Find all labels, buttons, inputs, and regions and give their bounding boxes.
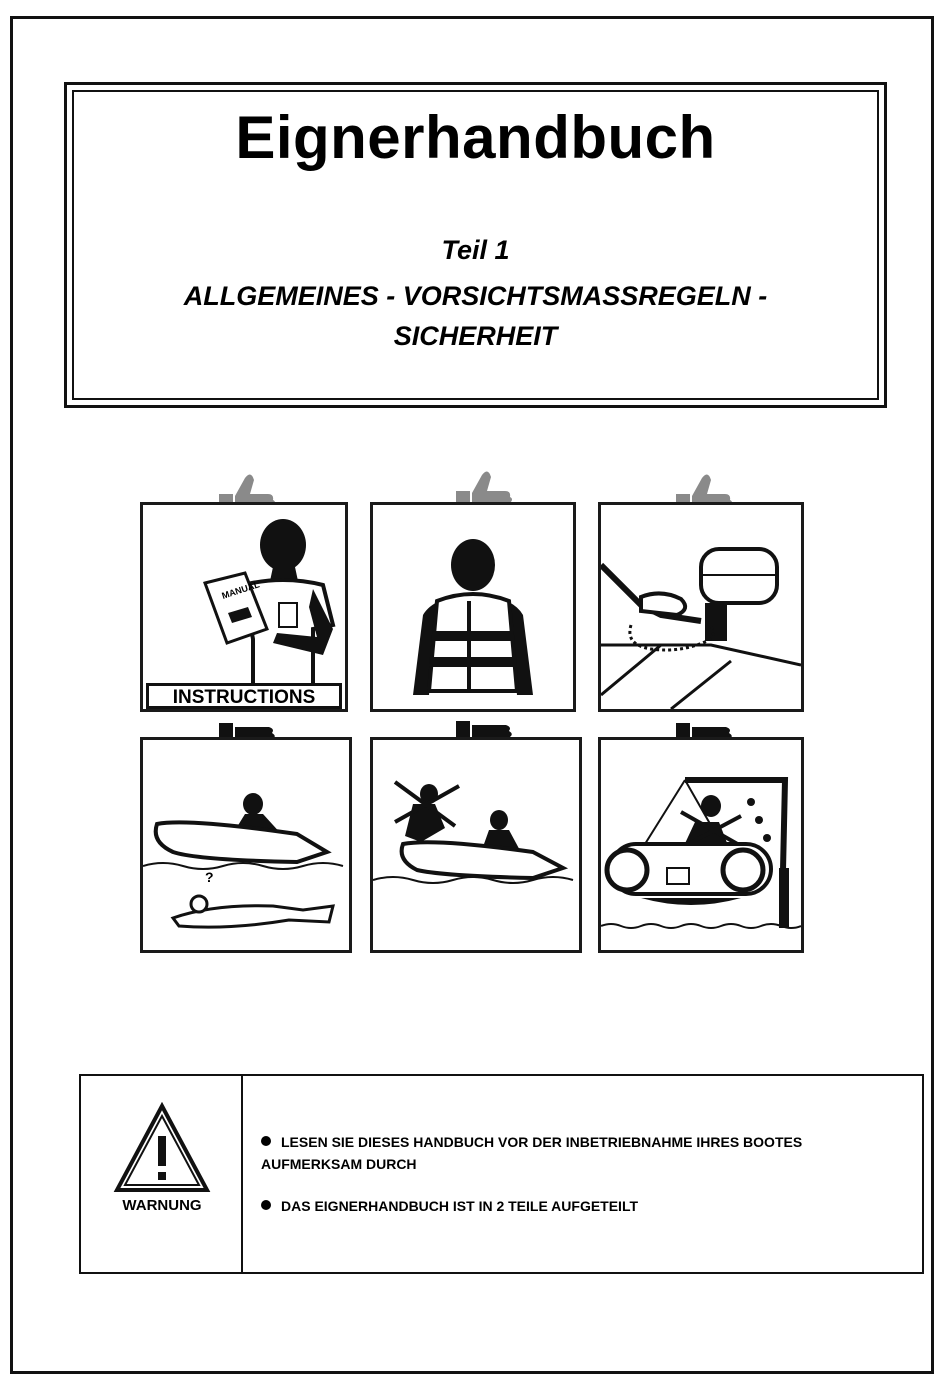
warning-box	[79, 1074, 924, 1274]
panel-read-instructions	[140, 502, 348, 712]
boat-diver-icon	[143, 740, 349, 950]
warning-item-2: DAS EIGNERHANDBUCH IST IN 2 TEILE AUFGETEILT	[261, 1195, 841, 1217]
panel-unsafe-seating	[370, 737, 582, 953]
instructions-label: INSTRUCTIONS	[172, 687, 316, 708]
part-label: Teil 1	[441, 235, 510, 265]
life-jacket-icon	[373, 505, 573, 709]
warning-symbol-cell	[81, 1076, 243, 1272]
warning-label: WARNUNG	[122, 1197, 202, 1214]
question-mark-glyph: ?	[205, 869, 214, 885]
panel-diver-in-water	[140, 737, 352, 953]
warning-triangle-icon	[113, 1102, 211, 1194]
warning-item-1: LESEN SIE DIESES HANDBUCH VOR DER INBETRIEBNAHME IHRES BOOTES AUFMERKSAM DURCH	[261, 1134, 803, 1172]
outboard-kill-cord-icon	[601, 505, 801, 709]
manual-label: MANUAL	[220, 579, 261, 601]
subtitle-line-1: ALLGEMEINES - VORSICHTSMASSREGELN -	[183, 281, 768, 311]
panel-kill-cord	[598, 502, 804, 712]
panel-lifting-occupied-boat	[598, 737, 804, 953]
bullet-icon	[261, 1136, 271, 1146]
davit-lift-icon	[601, 740, 801, 950]
panel-life-jacket	[370, 502, 576, 712]
reading-person-icon	[143, 505, 345, 709]
title-box	[64, 82, 887, 408]
bullet-icon	[261, 1200, 271, 1210]
boat-overboard-icon	[373, 740, 579, 950]
safety-pictogram-grid	[140, 465, 810, 960]
subtitle-line-2: SICHERHEIT	[393, 321, 558, 351]
page-title: Eignerhandbuch	[235, 104, 716, 171]
